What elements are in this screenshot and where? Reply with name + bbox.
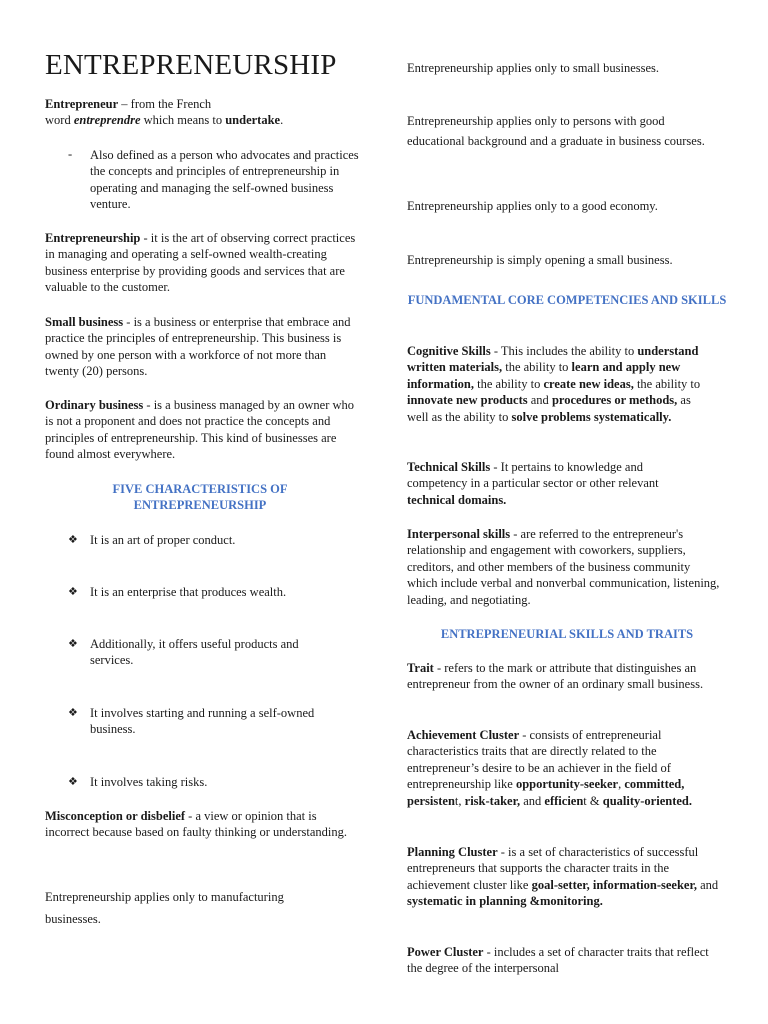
text: – from the French	[118, 97, 212, 111]
document-title: ENTREPRENEURSHIP	[45, 49, 337, 81]
text: committed, persisten	[407, 777, 685, 808]
text: - consists of entrepreneurial characteristics traits that are directly related to the entrepreneur’s desire to be an achiever in the field of entrepreneurship like	[407, 728, 671, 792]
five-characteristics-heading: FIVE CHARACTERISTICS OF ENTREPRENEURSHIP	[112, 482, 288, 513]
planning-cluster-definition	[407, 844, 725, 910]
text: - is a business managed by an owner who is not a proponent and does not practice the concepts and principles of entrepreneurship. This kind of businesses are found almost everywhere.	[45, 398, 355, 462]
power-cluster-definition	[407, 944, 717, 977]
entrepreneurship-definition	[45, 230, 363, 296]
text: innovate new products	[407, 393, 528, 408]
term-achievement-cluster: Achievement Cluster	[407, 728, 520, 742]
text: Entrepreneurship applies only to small businesses.	[407, 61, 660, 75]
text: which means to	[140, 113, 226, 128]
term-interpersonal-skills: Interpersonal skills	[407, 527, 511, 541]
text: and	[527, 393, 552, 408]
skills-traits-heading: ENTREPRENEURIAL SKILLS AND TRAITS	[440, 627, 694, 641]
interpersonal-skills-definition	[407, 526, 723, 608]
text: .	[280, 113, 284, 128]
text: quality-oriented.	[602, 793, 692, 808]
characteristic-item: It involves taking risks.	[90, 775, 208, 789]
misconception-item	[407, 60, 727, 78]
text: opportunity-seeker	[515, 777, 619, 792]
text: ,	[618, 777, 625, 792]
text: solve problems systematically.	[511, 409, 672, 424]
text: - are referred to the entrepreneur's relationship and engagement with coworkers, suppliers, creditors, and other members of the business community which include verbal and nonverbal communication, listening, leading, and negotiating.	[407, 527, 720, 607]
text: t &	[583, 793, 603, 808]
text: t,	[454, 793, 465, 808]
characteristic-item: It is an art of proper conduct.	[90, 533, 236, 547]
text: the ability to	[633, 376, 701, 391]
text: and	[696, 877, 719, 892]
term-technical-skills: Technical Skills	[407, 460, 491, 474]
text: - is a set of characteristics of successful entrepreneurs that supports the character traits in the achievement cluster like	[407, 845, 699, 892]
text: the ability to	[474, 376, 544, 391]
characteristic-item: It is an enterprise that produces wealth.	[90, 585, 287, 599]
text: create new ideas,	[543, 376, 634, 391]
misconception-item	[407, 198, 727, 216]
term-cognitive-skills: Cognitive Skills	[407, 344, 491, 358]
text: - This includes the ability to	[490, 344, 638, 358]
term-trait: Trait	[407, 661, 434, 675]
text: - it is the art of observing correct practices in managing and operating a self-owned wealth-creating business enterprise by providing goods and services that are valuable to the customer.	[45, 231, 356, 295]
diamond-bullet-icon: ❖	[68, 534, 78, 546]
text: Entrepreneurship applies only to manufacturing businesses.	[45, 890, 284, 926]
text: systematic in planning &monitoring.	[407, 894, 603, 909]
ordinary-business-definition	[45, 397, 365, 463]
term-misconception: Misconception or disbelief	[45, 809, 186, 823]
characteristic-item: It involves starting and running a self-owned business.	[90, 706, 315, 737]
term-planning-cluster: Planning Cluster	[407, 845, 498, 859]
misconception-item	[45, 887, 335, 930]
also-defined-text: Also defined as a person who advocates and practices the concepts and principles of entrepreneurship in operating and managing the self-owned business venture.	[90, 148, 359, 212]
text: - is a business or enterprise that embrace and practice the principles of entrepreneurship. This business is owned by one person with a workforce of not more than twenty (20) persons.	[45, 315, 351, 379]
term-entrepreneur: Entrepreneur	[45, 97, 119, 111]
term-entrepreneurship: Entrepreneurship	[45, 231, 141, 245]
text: learn and apply new information,	[407, 360, 681, 391]
misconception-item	[407, 112, 717, 151]
achievement-cluster-definition	[407, 727, 725, 809]
trait-definition	[407, 660, 717, 693]
cognitive-skills-definition	[407, 343, 715, 425]
text: procedures or methods,	[551, 393, 678, 408]
diamond-bullet-icon: ❖	[68, 638, 78, 650]
text: technical domains.	[407, 492, 507, 507]
term-power-cluster: Power Cluster	[407, 945, 484, 959]
text: Entrepreneurship applies only to a good economy.	[407, 199, 658, 213]
diamond-bullet-icon: ❖	[68, 586, 78, 598]
text: word	[45, 113, 74, 128]
text: Entrepreneurship is simply opening a small business.	[407, 253, 673, 267]
diamond-bullet-icon: ❖	[68, 776, 78, 788]
entrepreneur-definition	[45, 96, 345, 129]
text: - refers to the mark or attribute that distinguishes an entrepreneur from the owner of an ordinary small business.	[407, 661, 704, 692]
text: as well as the ability to	[407, 393, 691, 424]
small-business-definition	[45, 314, 363, 380]
text: goal-setter, information-seeker,	[531, 877, 697, 892]
text: - includes a set of character traits that reflect the degree of the interpersonal	[407, 945, 709, 976]
french-word: entreprendre	[73, 113, 141, 128]
undertake-word: undertake	[225, 113, 281, 128]
text: efficien	[544, 793, 584, 808]
core-competencies-heading: FUNDAMENTAL CORE COMPETENCIES AND SKILLS	[407, 293, 727, 307]
text: Entrepreneurship applies only to persons with good educational background and a graduate in business courses.	[407, 114, 705, 148]
text: and	[520, 793, 545, 808]
text: risk-taker,	[464, 793, 521, 808]
text: the ability to	[502, 360, 572, 375]
misconception-item	[407, 252, 727, 270]
term-small-business: Small business	[45, 315, 124, 329]
diamond-bullet-icon: ❖	[68, 707, 78, 719]
misconception-definition	[45, 808, 355, 841]
text: - It pertains to knowledge and competency in a particular sector or other relevant	[407, 460, 659, 491]
characteristic-item: Additionally, it offers useful products and services.	[90, 637, 299, 668]
technical-skills-definition	[407, 459, 677, 508]
text: - a view or opinion that is incorrect because based on faulty thinking or understanding.	[45, 809, 347, 840]
dash-bullet: -	[68, 147, 73, 161]
term-ordinary-business: Ordinary business	[45, 398, 144, 412]
text: understand written materials,	[407, 344, 699, 375]
